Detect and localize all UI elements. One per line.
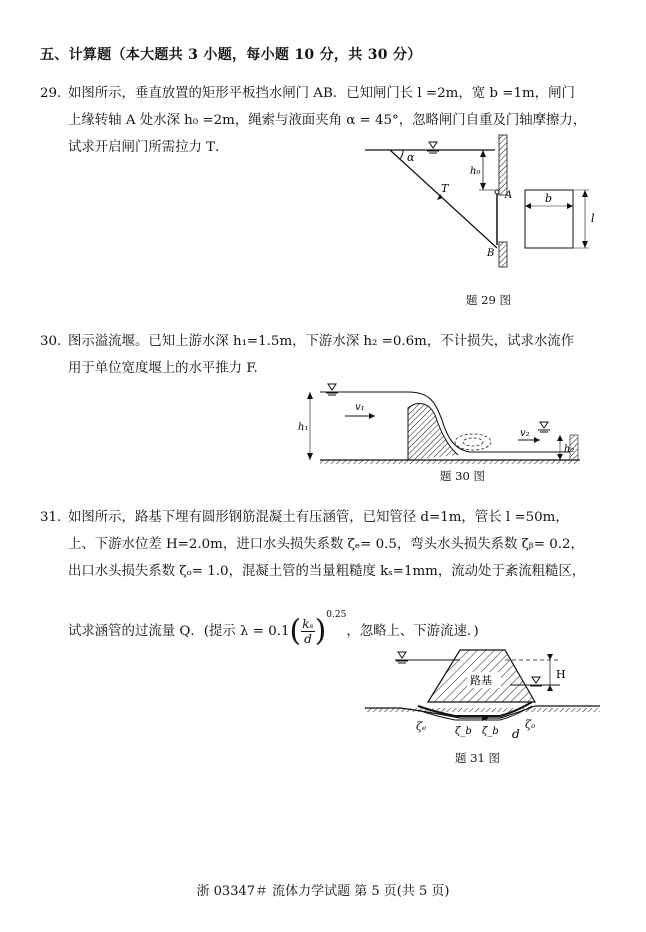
- hint-numerator: kₛ: [302, 617, 314, 631]
- section-heading: 五、计算题（本大题共 3 小题，每小题 10 分，共 30 分）: [40, 47, 422, 63]
- question-number: 29.: [40, 86, 62, 101]
- question-number: 31.: [40, 510, 62, 525]
- label-b: b: [545, 192, 553, 205]
- label-A: A: [505, 190, 513, 201]
- label-roadbed: 路基: [470, 674, 492, 687]
- label-T: T: [441, 182, 449, 195]
- label-zeta-b1: ζ_b: [455, 726, 472, 737]
- figure-31: [360, 640, 610, 745]
- label-zeta-o: ζₒ: [525, 718, 536, 731]
- question-text-line: 图示溢流堰。已知上游水深 h₁=1.5m，下游水深 h₂ =0.6m，不计损失，试求水流作: [68, 334, 575, 349]
- figure-29: [355, 130, 615, 280]
- hint-prefix: 试求涵管的过流量 Q．(提示 λ = 0.1: [68, 624, 290, 639]
- label-alpha: α: [407, 151, 415, 164]
- hint-suffix: ，忽略上、下游流速．): [346, 624, 479, 639]
- label-v2: v₂: [520, 428, 530, 439]
- label-h1: h₁: [298, 422, 309, 433]
- label-v1: v₁: [355, 402, 365, 413]
- question-text-line: 试求开启闸门所需拉力 T．: [68, 140, 229, 155]
- question-text-line: 上缘转轴 A 处水深 h₀ =2m，绳索与液面夹角 α = 45°，忽略闸门自重及门轴摩擦力，: [68, 113, 587, 128]
- question-30: [40, 328, 574, 382]
- label-zeta-e: ζₑ: [416, 720, 427, 733]
- label-zeta-b2: ζ_b: [482, 726, 499, 737]
- hint-denominator: d: [304, 632, 312, 646]
- question-number: 30.: [40, 334, 62, 349]
- hint-exponent: 0.25: [326, 610, 347, 620]
- label-l: l: [591, 212, 595, 225]
- label-B: B: [487, 248, 495, 259]
- caption-30: 题 30 图: [440, 469, 485, 483]
- question-text-line: 上、下游水位差 H=2.0m，进口水头损失系数 ζₑ= 0.5，弯头水头损失系数 ζᵦ= 0.2，: [68, 537, 584, 552]
- page-footer: 浙 03347＃ 流体力学试题 第 5 页(共 5 页): [196, 884, 450, 899]
- label-h0: h₀: [470, 166, 481, 177]
- question-31: 31. 如图所示，路基下埋有圆形钢筋混凝土有压涵管，已知管径 d=1m，管长 l =50m， 上、下游水位差 H=2.0m，进口水头损失系数 ζₑ= 0.5，弯头水头损失系数 ζᵦ= 0.2， 出口水头损失系数 ζₒ= 1.0，混凝土管的当量粗糙度 kₛ=1mm，流动处于紊流粗糙区， 试求涵管的过流量 Q．(提示 λ = 0.1( $\frac{\text{kₛ}}{d}$ )$^{0.25}$，忽略上、下游流速．): [40, 504, 585, 652]
- hint-fraction: [301, 617, 314, 646]
- label-d: d: [512, 727, 520, 741]
- question-text-line: 如图所示，路基下埋有圆形钢筋混凝土有压涵管，已知管径 d=1m，管长 l =50m，: [68, 510, 569, 525]
- label-h2: h₂: [564, 444, 575, 455]
- question-text-line: 如图所示，垂直放置的矩形平板挡水闸门 AB．已知闸门长 l =2m，宽 b =1m，闸门: [68, 86, 575, 101]
- figure-30: [290, 380, 590, 470]
- question-text-line: 用于单位宽度堰上的水平推力 F.: [68, 361, 258, 376]
- caption-31: 题 31 图: [455, 751, 500, 765]
- label-H: H: [556, 668, 566, 681]
- question-text-line: 出口水头损失系数 ζₒ= 1.0，混凝土管的当量粗糙度 kₛ=1mm，流动处于紊流粗糙区，: [68, 564, 586, 579]
- caption-29: 题 29 图: [466, 293, 511, 307]
